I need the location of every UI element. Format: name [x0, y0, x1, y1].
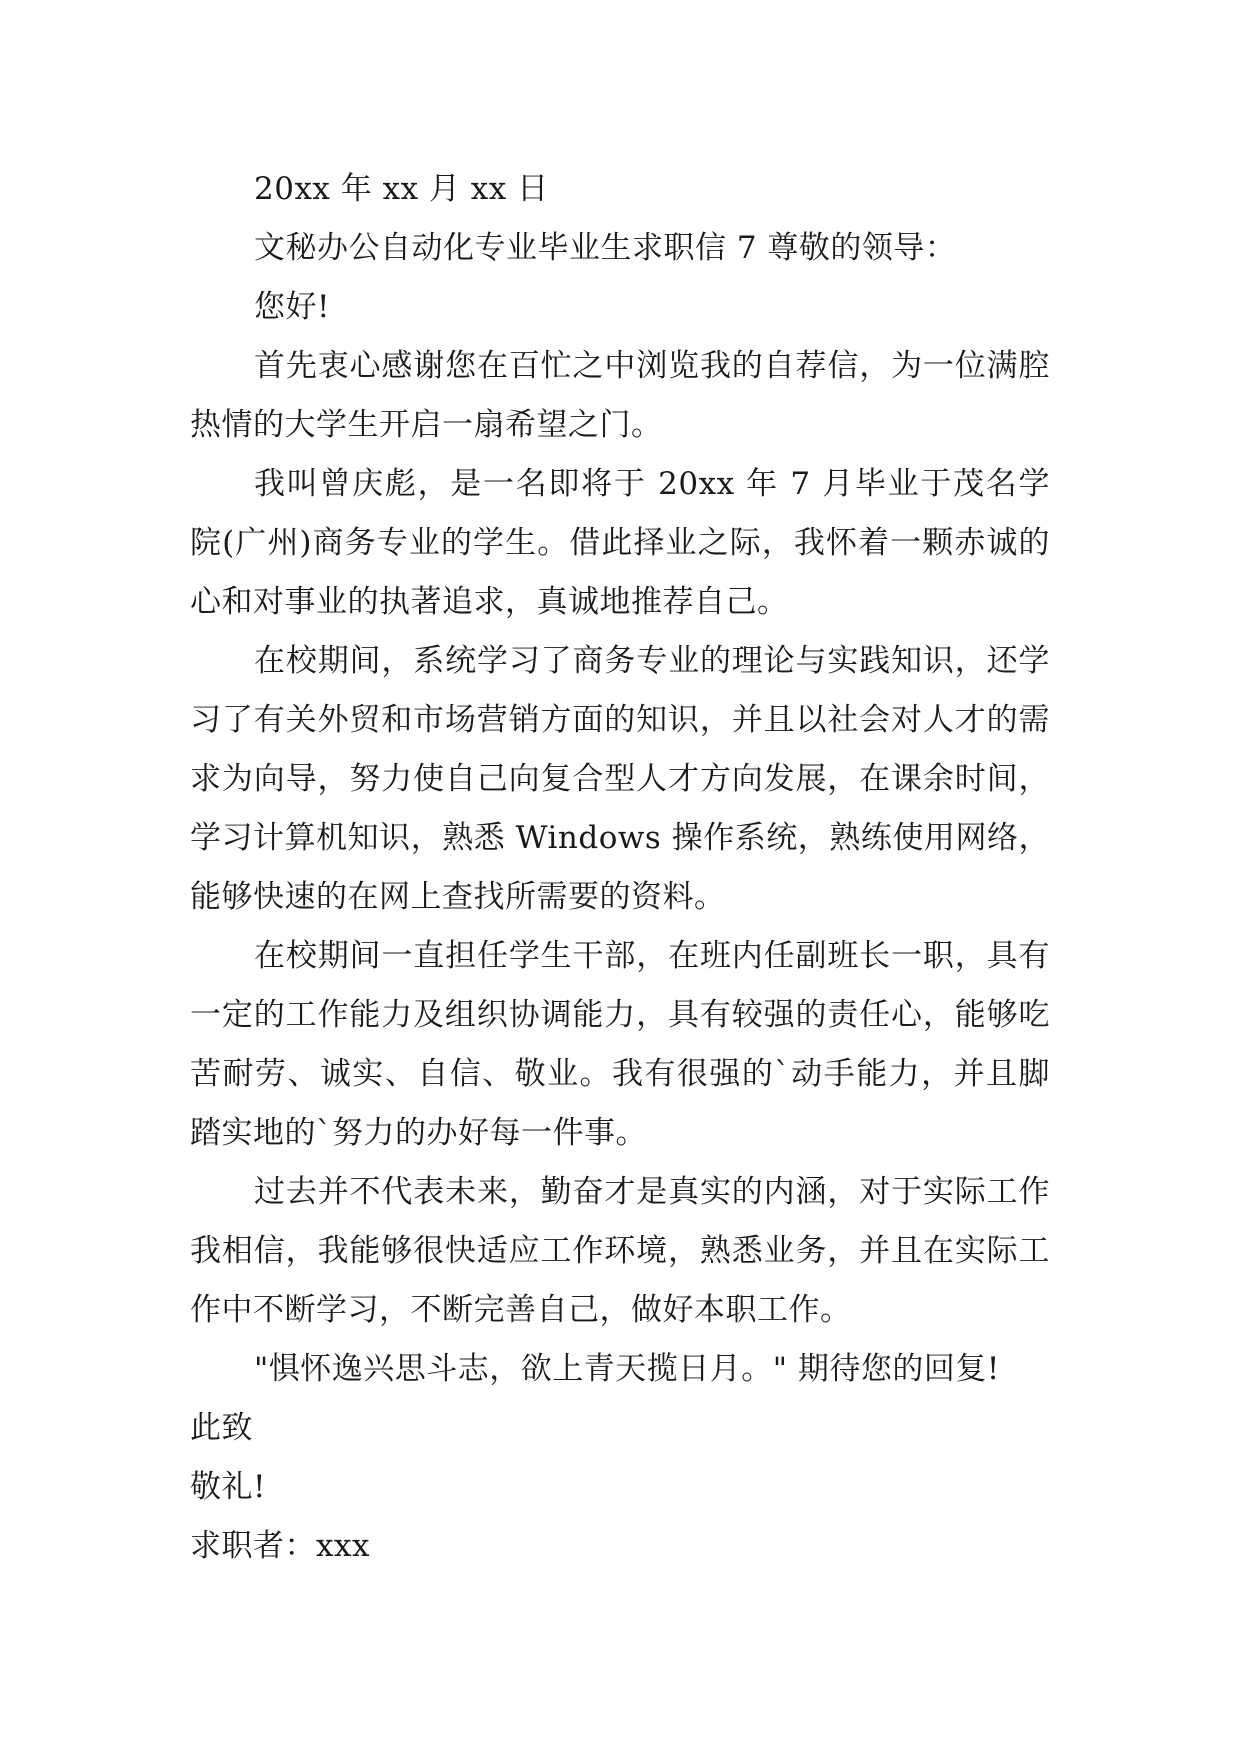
letter-paragraph: 在校期间，系统学习了商务专业的理论与实践知识，还学习了有关外贸和市场营销方面的知识，并且以社会对人才的需求为向导，努力使自己向复合型人才方向发展，在课余时间，学习计算机知识，熟悉 Windows 操作系统，熟练使用网络，能够快速的在网上查找所需要的资料。: [190, 643, 1050, 915]
letter-closing: 此致: [190, 1410, 253, 1446]
letter-paragraph: 首先衷心感谢您在百忙之中浏览我的自荐信，为一位满腔热情的大学生开启一扇希望之门。: [190, 348, 1050, 443]
letter-salutation: 敬礼!: [190, 1469, 266, 1505]
letter-body: [190, 160, 1050, 1576]
letter-date: 20xx 年 xx 月 xx 日: [254, 171, 549, 207]
letter-greeting: 您好!: [254, 289, 330, 325]
letter-title-line: 文秘办公自动化专业毕业生求职信 7 尊敬的领导：: [254, 230, 957, 266]
letter-signature: 求职者：xxx: [190, 1528, 370, 1564]
letter-paragraph: 在校期间一直担任学生干部，在班内任副班长一职，具有一定的工作能力及组织协调能力，具有较强的责任心，能够吃苦耐劳、诚实、自信、敬业。我有很强的`动手能力，并且脚踏实地的`努力的办好每一件事。: [190, 938, 1050, 1151]
letter-paragraph: 我叫曾庆彪，是一名即将于 20xx 年 7 月毕业于茂名学院(广州)商务专业的学生。借此择业之际，我怀着一颗赤诚的心和对事业的执著追求，真诚地推荐自己。: [190, 466, 1050, 620]
letter-paragraph: "惧怀逸兴思斗志，欲上青天揽日月。" 期待您的回复!: [254, 1351, 1000, 1387]
letter-paragraph: 过去并不代表未来，勤奋才是真实的内涵，对于实际工作我相信，我能够很快适应工作环境，熟悉业务，并且在实际工作中不断学习，不断完善自己，做好本职工作。: [190, 1174, 1050, 1328]
